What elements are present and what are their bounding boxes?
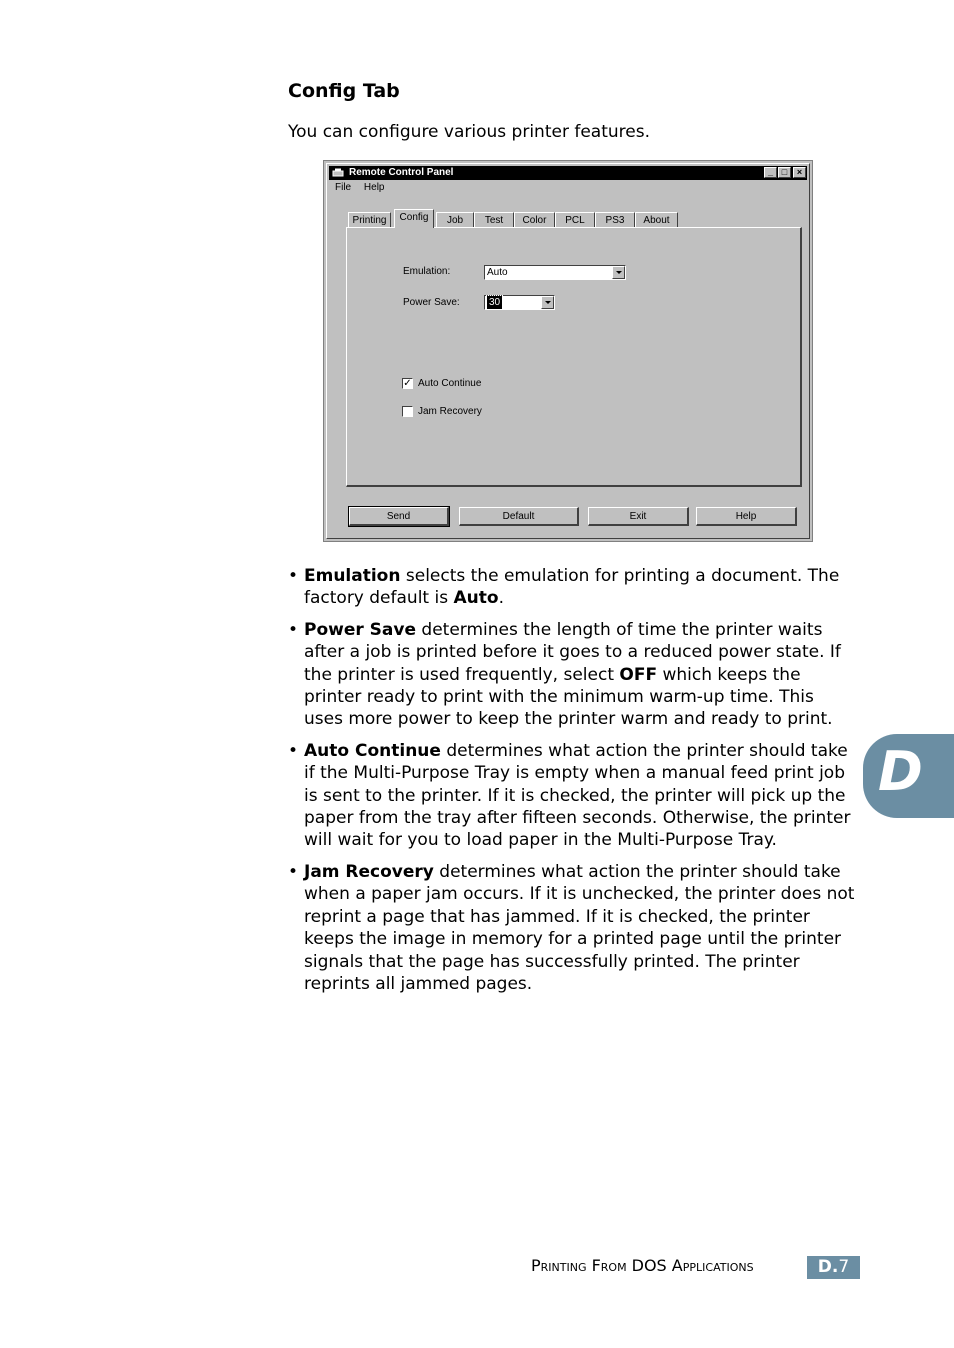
auto-continue-label[interactable]: Auto Continue <box>418 378 482 389</box>
chevron-down-icon[interactable] <box>612 266 625 279</box>
send-button[interactable]: Send <box>349 507 449 526</box>
jam-recovery-checkbox[interactable] <box>402 406 413 417</box>
config-panel <box>346 227 802 487</box>
chapter-letter: D <box>878 740 923 803</box>
emulation-value: Auto <box>487 267 508 278</box>
default-button[interactable]: Default <box>459 507 579 526</box>
power-save-select[interactable] <box>484 295 555 310</box>
title-bar[interactable] <box>329 166 807 180</box>
section-heading: Config Tab <box>288 80 400 102</box>
remote-control-panel-screenshot <box>323 160 813 542</box>
tab-about[interactable]: About <box>635 212 678 227</box>
list-item: • Emulation selects the emulation for printing a document. The factory default is Auto. <box>288 566 840 609</box>
chevron-down-icon[interactable] <box>541 296 554 309</box>
menu-file[interactable]: File <box>335 182 352 193</box>
tab-ps3[interactable]: PS3 <box>595 212 635 227</box>
tab-color[interactable]: Color <box>514 212 555 227</box>
chapter-tab <box>863 734 954 818</box>
power-save-label: Power Save: <box>403 297 460 308</box>
tab-job[interactable]: Job <box>436 212 474 227</box>
tab-printing[interactable]: Printing <box>348 212 391 227</box>
feature-list <box>288 565 858 1004</box>
tab-test[interactable]: Test <box>474 212 514 227</box>
remote-control-panel-window <box>326 163 810 539</box>
page-number-box: D.7 <box>807 1256 860 1279</box>
intro-text: You can configure various printer features. <box>288 122 650 142</box>
power-save-value: 30 <box>489 297 501 308</box>
close-button[interactable]: × <box>793 167 806 178</box>
menu-bar <box>335 182 394 193</box>
auto-continue-checkbox[interactable]: ✓ <box>403 378 412 389</box>
help-button[interactable]: Help <box>696 507 797 526</box>
tab-config[interactable]: Config <box>394 209 434 228</box>
exit-button[interactable]: Exit <box>588 507 689 526</box>
menu-help[interactable]: Help <box>363 182 385 193</box>
minimize-button[interactable]: _ <box>764 167 777 178</box>
maximize-button[interactable]: □ <box>778 167 791 178</box>
list-item: • Jam Recovery determines what action the printer should take when a paper jam occurs. If it is unchecked, the printer does not reprint a page that has jammed. If it is checked, the printer keeps the image in memory for a printed page until the printer signals that the page has successfully printed. The printer reprints all jammed pages. <box>288 861 855 994</box>
jam-recovery-label[interactable]: Jam Recovery <box>418 406 482 417</box>
window-title: Remote Control Panel <box>349 167 454 178</box>
footer-section-title: Printing From DOS Applications <box>531 1256 754 1275</box>
list-item: • Power Save determines the length of time the printer waits after a job is printed before it goes to a reduced power state. If the printer is used frequently, select OFF which keeps the printer ready to print with the minimum warm-up time. This uses more power to keep the printer warm and ready to print. <box>288 619 841 730</box>
list-item: • Auto Continue determines what action the printer should take if the Multi-Purpose Tray is empty when a manual feed print job is sent to the printer. If it is checked, the printer will pick up the paper from the tray after fifteen seconds. Otherwise, the printer will wait for you to load paper in the Multi-Purpose Tray. <box>288 740 851 851</box>
printer-icon <box>332 168 344 178</box>
emulation-label: Emulation: <box>403 266 451 277</box>
emulation-select[interactable] <box>484 265 626 280</box>
tab-pcl[interactable]: PCL <box>555 212 595 227</box>
